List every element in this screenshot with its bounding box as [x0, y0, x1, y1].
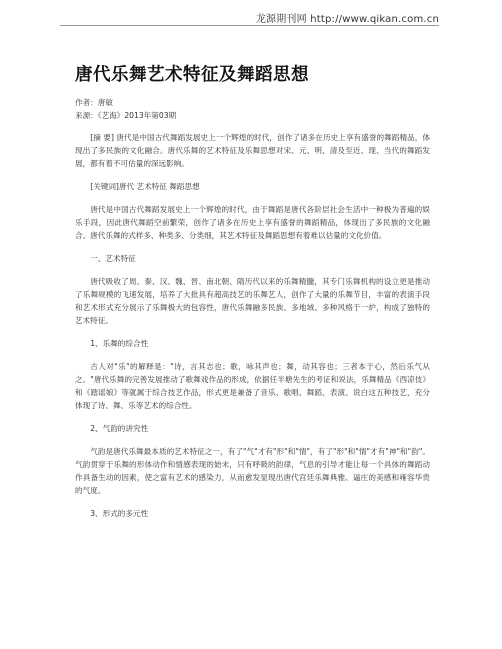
article-author: 作者：唐敏 — [75, 98, 113, 107]
header-divider — [60, 25, 439, 26]
subsection-2-paragraph: 气韵是唐代乐舞最本质的艺术特征之一，有了"气"才有"形"和"情"，有了"形"和"情"才有"神"和"韵"。气韵贯穿于乐舞的形体动作和情感表现的始末，只有呼吸的韵律，气息的引导才能让每一个具体的舞蹈动作具备生动的因素，使之富有艺术的感染力，从而愈发显现出唐代宫廷乐舞典雅、逼庄的美感和雍容华贵的气度。 — [75, 447, 430, 495]
keywords: [关键词]唐代 艺术特征 舞蹈思想 — [90, 182, 200, 191]
subsection-1-paragraph: 古人对"乐"的解释是："诗，言其志也；歌，咏其声也；舞，动其容也；三者本于心，然后乐气从之。"唐代乐舞的完善发展推动了歌舞戏作品的形成，依据任半塘先生的考证和说法，乐舞精品《西凉伎》和《踏谣娘》等就属于综合技艺作品，形式更是兼备了音乐、歌唱、舞蹈、表演、说白这五种技艺，充分体现了诗、舞、乐等艺术的综合性。 — [75, 362, 430, 410]
article-body — [75, 64, 430, 520]
abstract: [摘 要] 唐代是中国古代舞蹈发展史上一个辉煌的时代，创作了诸多在历史上享有盛誉的舞蹈精品，体现出了多民族的文化融合。唐代乐舞的艺术特征及乐舞思想对宋、元、明、清及至近、现、当代的舞蹈发展，都有着不可估量的深远影响。 — [75, 133, 430, 168]
article-title: 唐代乐舞艺术特征及舞蹈思想 — [75, 65, 309, 85]
journal-source-header: 龙源期刊网 http://www.qikan.com.cn — [255, 14, 439, 25]
article-source: 来源：《艺海》2013年第03期 — [75, 111, 177, 120]
subsection-heading-3: 3、形式的多元性 — [90, 509, 149, 518]
subsection-heading-2: 2、气韵的讲究性 — [90, 424, 149, 433]
intro-paragraph: 唐代是中国古代舞蹈发展史上一个辉煌的时代，由于舞蹈是唐代各阶层社会生活中一种极为普遍的娱乐手段，因此唐代舞蹈空前繁荣，创作了诸多在历史上享有盛誉的舞蹈精品，体现出了多民族的文化融合。唐代乐舞的式样多、种类多、分类细，其艺术特征及舞蹈思想有着难以估量的文化价值。 — [75, 205, 430, 240]
section-1-paragraph: 唐代吸收了周、秦、汉、魏、晋、南北朝、隋历代以来的乐舞精髓，其专门乐舞机构的设立更是推动了乐舞规模的飞速发展，培养了大批具有超高技艺的乐舞艺人，创作了大量的乐舞节目，丰富的表演手段和艺术形式充分展示了乐舞极大的包容性，唐代乐舞融多民族、多地域、多种风格于一炉，构成了独特的艺术特征。 — [75, 277, 430, 325]
section-heading-1: 一、艺术特征 — [90, 254, 136, 263]
subsection-heading-1: 1、乐舞的综合性 — [90, 339, 149, 348]
